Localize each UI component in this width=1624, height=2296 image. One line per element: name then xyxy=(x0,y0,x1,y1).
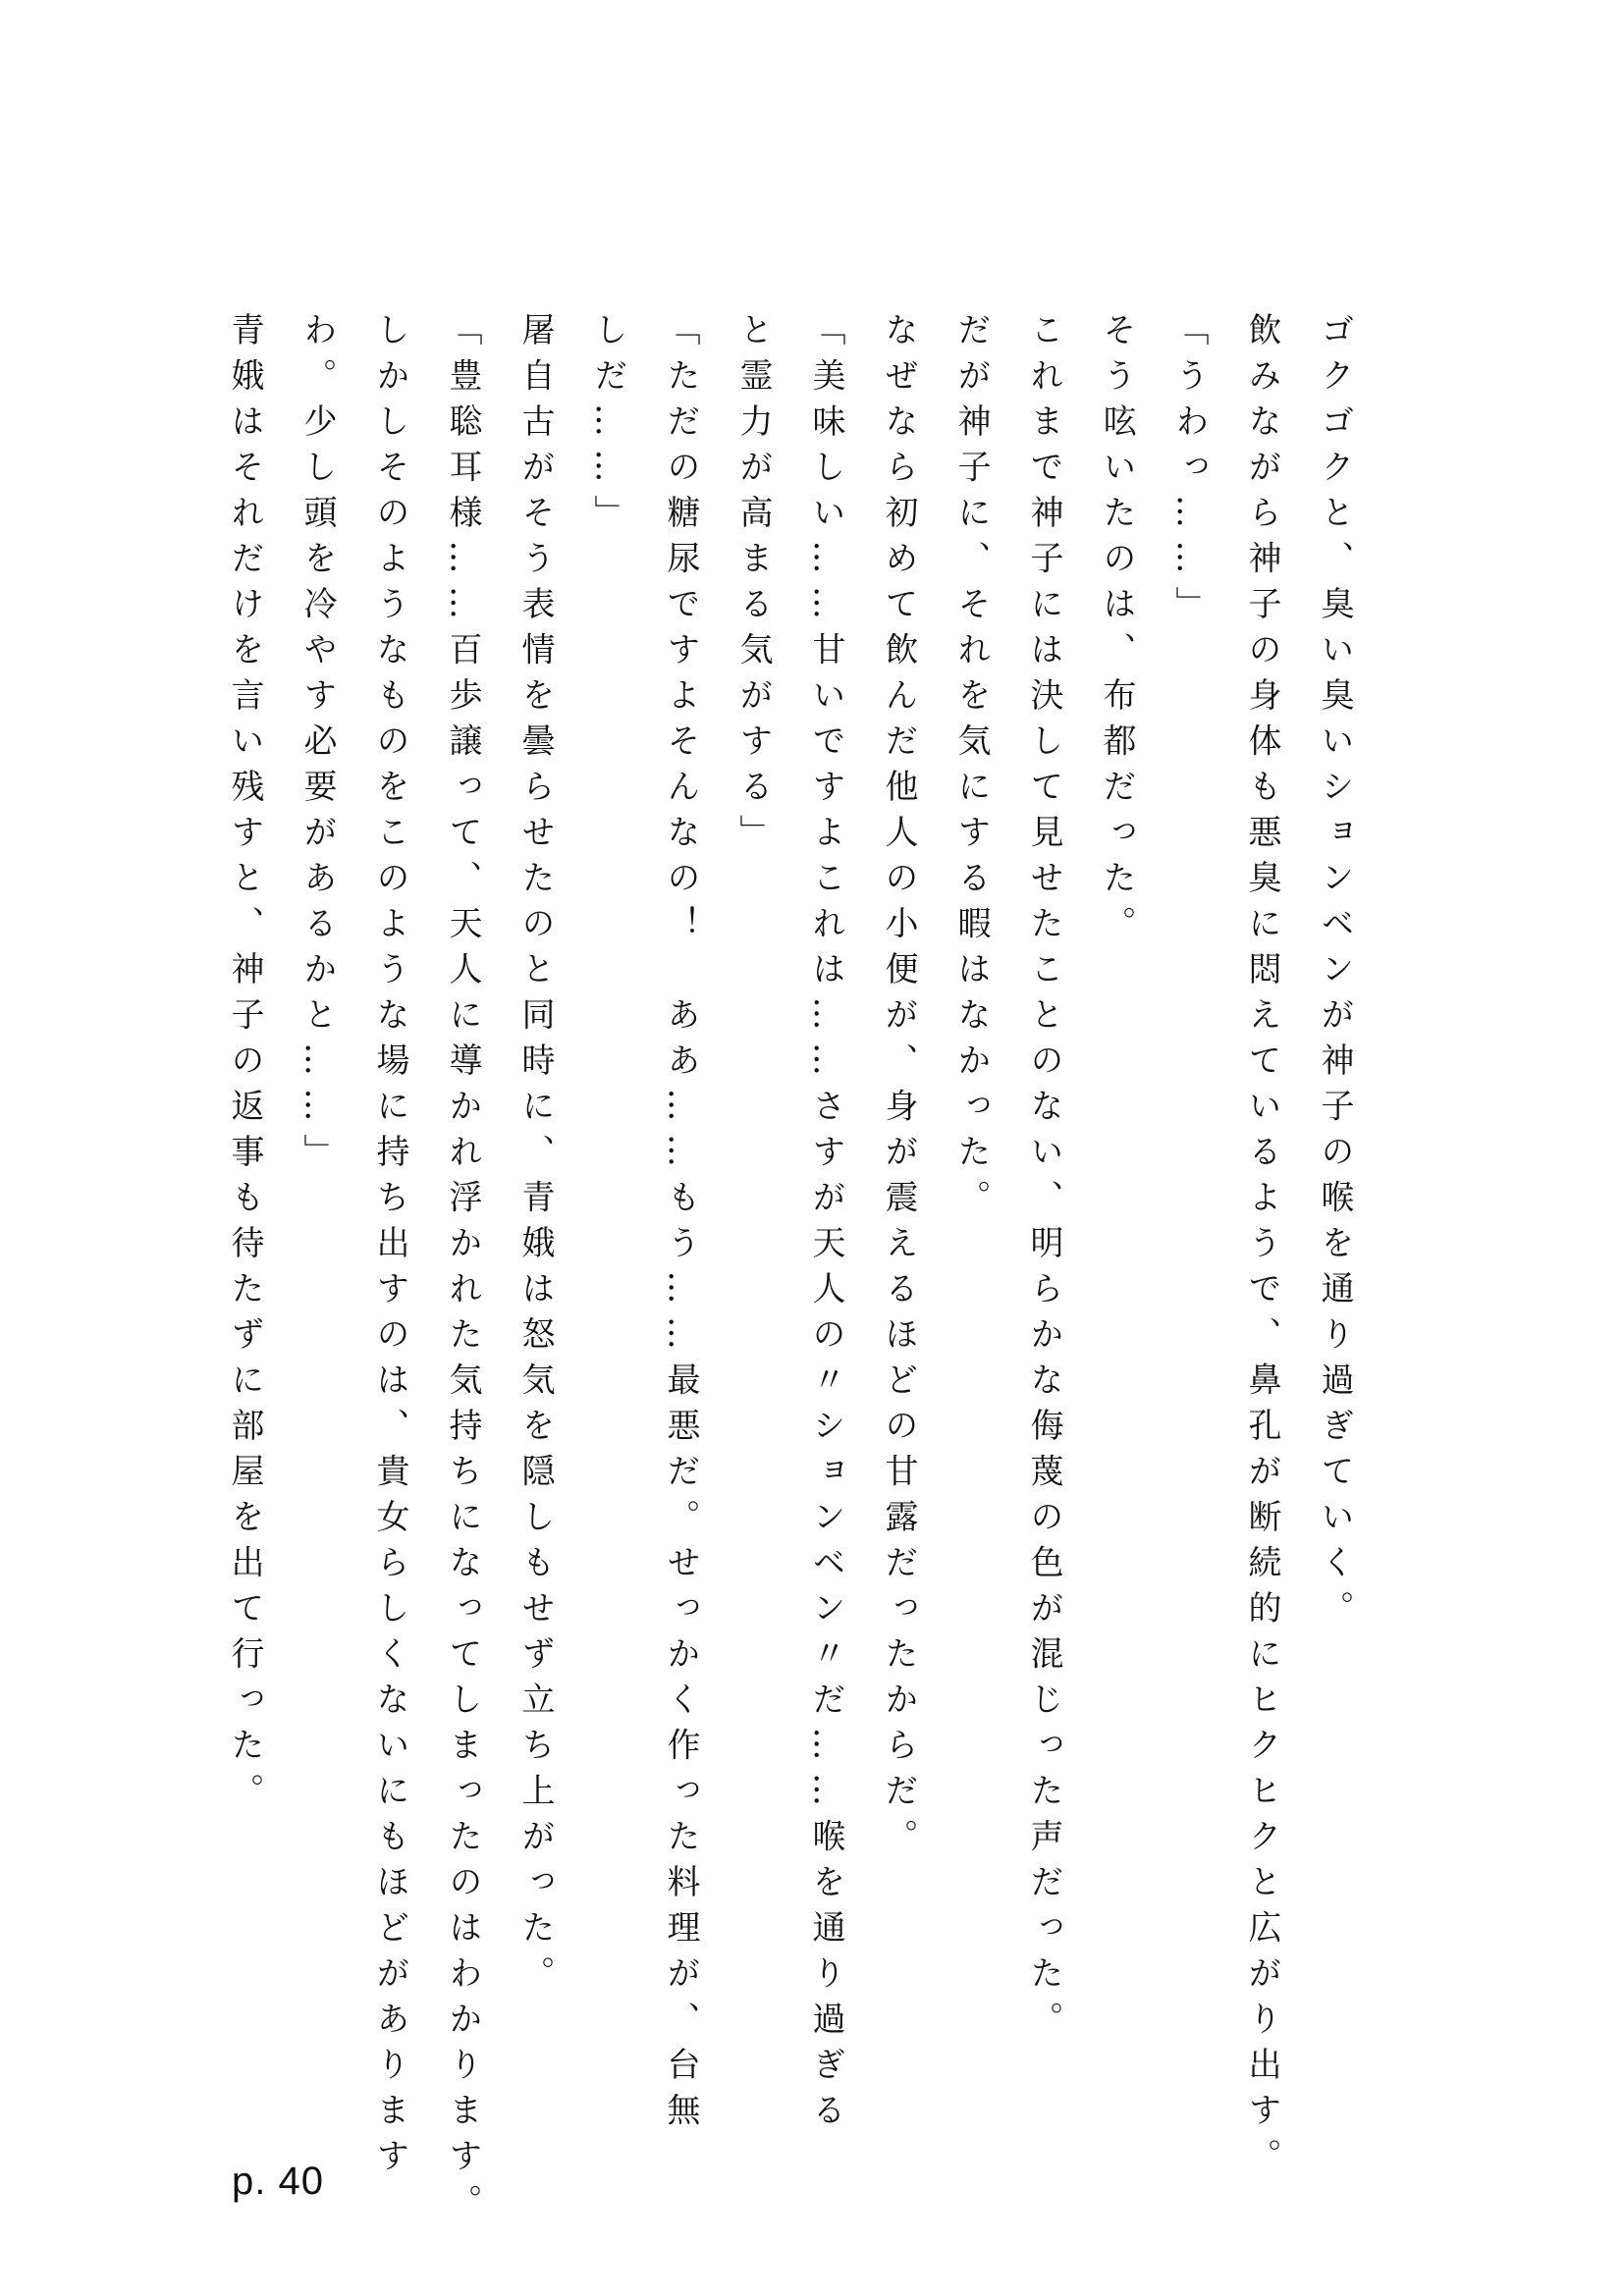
text-line: しだ……」 xyxy=(588,312,627,541)
text-line: ゴクゴクと、臭い臭いションベンが神子の喉を通り過ぎていく。 xyxy=(1315,312,1354,1636)
text-line: 屠自古がそう表情を曇らせたのと同時に、青娥は怒気を隠しもせず立ち上がった。 xyxy=(515,312,555,2002)
text-line: これまで神子には決して見せたことのない、明らかな侮蔑の色が混じった声だった。 xyxy=(1024,312,1063,2047)
text-line: わ。少し頭を冷やす必要があるかと……」 xyxy=(298,312,337,1180)
text-line: しかしそのようなものをこのような場に持ち出すのは、貴女らしくないにもほどがあります xyxy=(370,312,409,2184)
text-line: 「ただの糖尿ですよそんなの！ ああ……もう……最悪だ。せっかく作った料理が、台無 xyxy=(661,312,700,2138)
text-line: 「豊聡耳様……百歩譲って、天人に導かれ浮かれた気持ちになってしまったのはわかります。 xyxy=(443,312,482,2229)
text-line: なぜなら初めて飲んだ他人の小便が、身が震えるほどの甘露だったからだ。 xyxy=(879,312,918,1864)
text-line: と霊力が高まる気がする」 xyxy=(733,312,773,860)
text-line: 飲みながら神子の身体も悪臭に悶えているようで、鼻孔が断続的にヒクヒクと広がり出す。 xyxy=(1242,312,1281,2184)
text-line: 「美味しい……甘いですよこれは……さすが天人の〃ションベン〃だ……喉を通り過ぎる xyxy=(806,312,845,2138)
text-line: 「うわっ……」 xyxy=(1169,312,1209,632)
text-line: 青娥はそれだけを言い残すと、神子の返事も待たずに部屋を出て行った。 xyxy=(225,312,264,1819)
text-line: そう呟いたのは、布都だった。 xyxy=(1097,312,1136,951)
page-number: p. 40 xyxy=(232,2160,324,2203)
text-line: だが神子に、それを気にする暇はなかった。 xyxy=(951,312,991,1225)
